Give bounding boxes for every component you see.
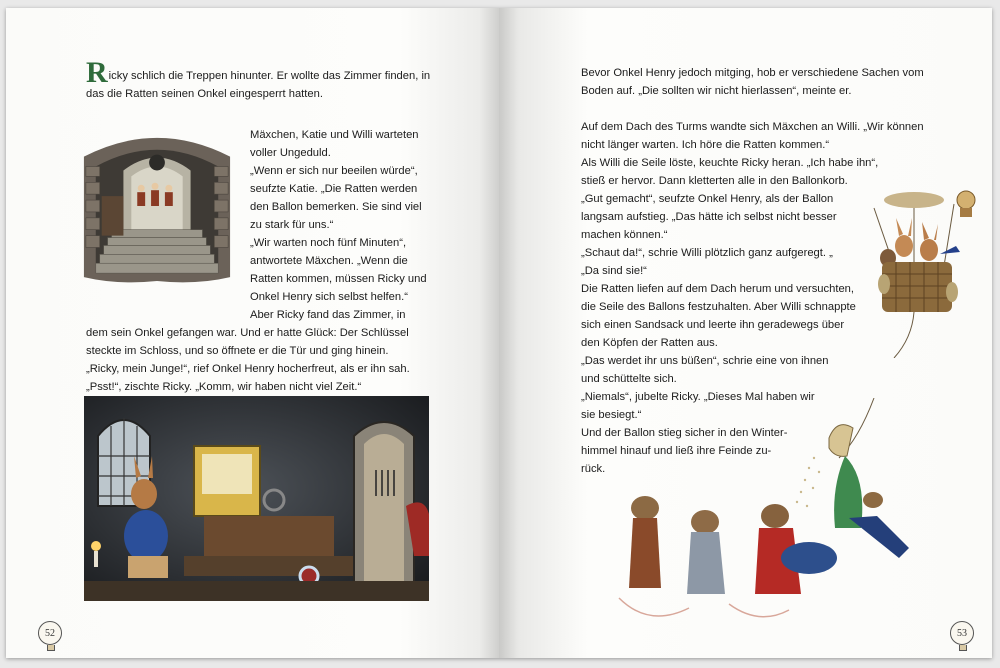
text-line: voller Ungeduld. (250, 147, 331, 159)
text-line: antwortete Mäxchen. „Wenn die (250, 255, 408, 267)
left-intro-text (86, 56, 486, 103)
text-line: „Schaut da!“, schrie Willi plötzlich ganz aufgeregt. „ (581, 247, 833, 259)
text-line: „Da sind sie!“ (581, 265, 647, 277)
text-line: „Das werdet ihr uns büßen“, schrie eine von ihnen (581, 355, 829, 367)
text-line: „Ricky, mein Junge!“, rief Onkel Henry hocherfreut, als er ihn sah. (86, 363, 410, 375)
text-line: Mäxchen, Katie und Willi warteten (250, 129, 419, 141)
text-line: Boden auf. „Die sollten wir nicht hierlassen“, meinte er. (581, 85, 852, 97)
text-line: Aber Ricky fand das Zimmer, in (250, 309, 406, 321)
intro-line: das die Ratten seinen Onkel eingesperrt hatten. (86, 88, 323, 100)
text-line: Ratten kommen, müssen Ricky und (250, 273, 427, 285)
page-number-right (950, 621, 974, 645)
text-line: sich einen Sandsack und leerte ihn geradewegs über (581, 319, 845, 331)
text-line: Als Willi die Seile löste, keuchte Ricky heran. „Ich habe ihn“, (581, 157, 879, 169)
left-full-text (86, 324, 486, 396)
text-line: machen können.“ (581, 229, 668, 241)
text-line: steckte im Schloss, und so öffnete er die Tür und ging hinein. (86, 345, 389, 357)
prison-room-illustration (84, 396, 429, 601)
text-line: zu stark für uns.“ (250, 219, 334, 231)
intro-line: icky schlich die Treppen hinunter. Er wollte das Zimmer finden, in (108, 70, 431, 82)
stairway-illustration (78, 126, 236, 286)
right-page (499, 8, 992, 658)
text-line: rück. (581, 463, 606, 475)
text-line: himmel hinauf und ließ ihre Feinde zu- (581, 445, 772, 457)
text-line: Die Ratten liefen auf dem Dach herum und versuchten, (581, 283, 855, 295)
page-number-left (38, 621, 62, 645)
text-line: Onkel Henry sich selbst helfen.“ (250, 291, 408, 303)
rats-sandbag-illustration (609, 398, 939, 628)
text-line: „Gut gemacht“, seufzte Onkel Henry, als der Ballon (581, 193, 834, 205)
page-number-text: 52 (45, 627, 55, 639)
text-line: den Ballon bemerken. Sie sind viel (250, 201, 422, 213)
text-line: sie besiegt.“ (581, 409, 642, 421)
text-line: dem sein Onkel gefangen war. Und er hatte Glück: Der Schlüssel (86, 327, 409, 339)
text-line: Bevor Onkel Henry jedoch mitging, hob er verschiedene Sachen vom (581, 67, 924, 79)
text-line: „Wir warten noch fünf Minuten“, (250, 237, 407, 249)
text-line: Auf dem Dach des Turms wandte sich Mäxchen an Willi. „Wir können (581, 121, 924, 133)
text-line: „Psst!“, zischte Ricky. „Komm, wir haben nicht viel Zeit.“ (86, 381, 362, 393)
page-number-text: 53 (957, 627, 967, 639)
text-line: und schüttelte sich. (581, 373, 677, 385)
text-line: „Niemals“, jubelte Ricky. „Dieses Mal haben wir (581, 391, 815, 403)
balloon-basket-illustration (854, 188, 984, 358)
left-side-text (250, 126, 490, 324)
text-line: die Seile des Ballons festzuhalten. Aber Willi schnappte (581, 301, 856, 313)
drop-cap: R (86, 56, 108, 89)
book-spread (6, 8, 992, 658)
text-line: „Wenn er sich nur beeilen würde“, (250, 165, 418, 177)
text-line: seufzte Katie. „Die Ratten werden (250, 183, 418, 195)
left-page (6, 8, 499, 658)
text-line: stieß er hervor. Dann kletterten alle in den Ballonkorb. (581, 175, 848, 187)
text-line: den Köpfen der Ratten aus. (581, 337, 718, 349)
text-line: nicht länger warten. Ich höre die Ratten kommen.“ (581, 139, 830, 151)
text-line: Und der Ballon stieg sicher in den Winter- (581, 427, 788, 439)
text-line: langsam aufstieg. „Das hätte ich selbst nicht besser (581, 211, 837, 223)
text-line (581, 100, 981, 118)
